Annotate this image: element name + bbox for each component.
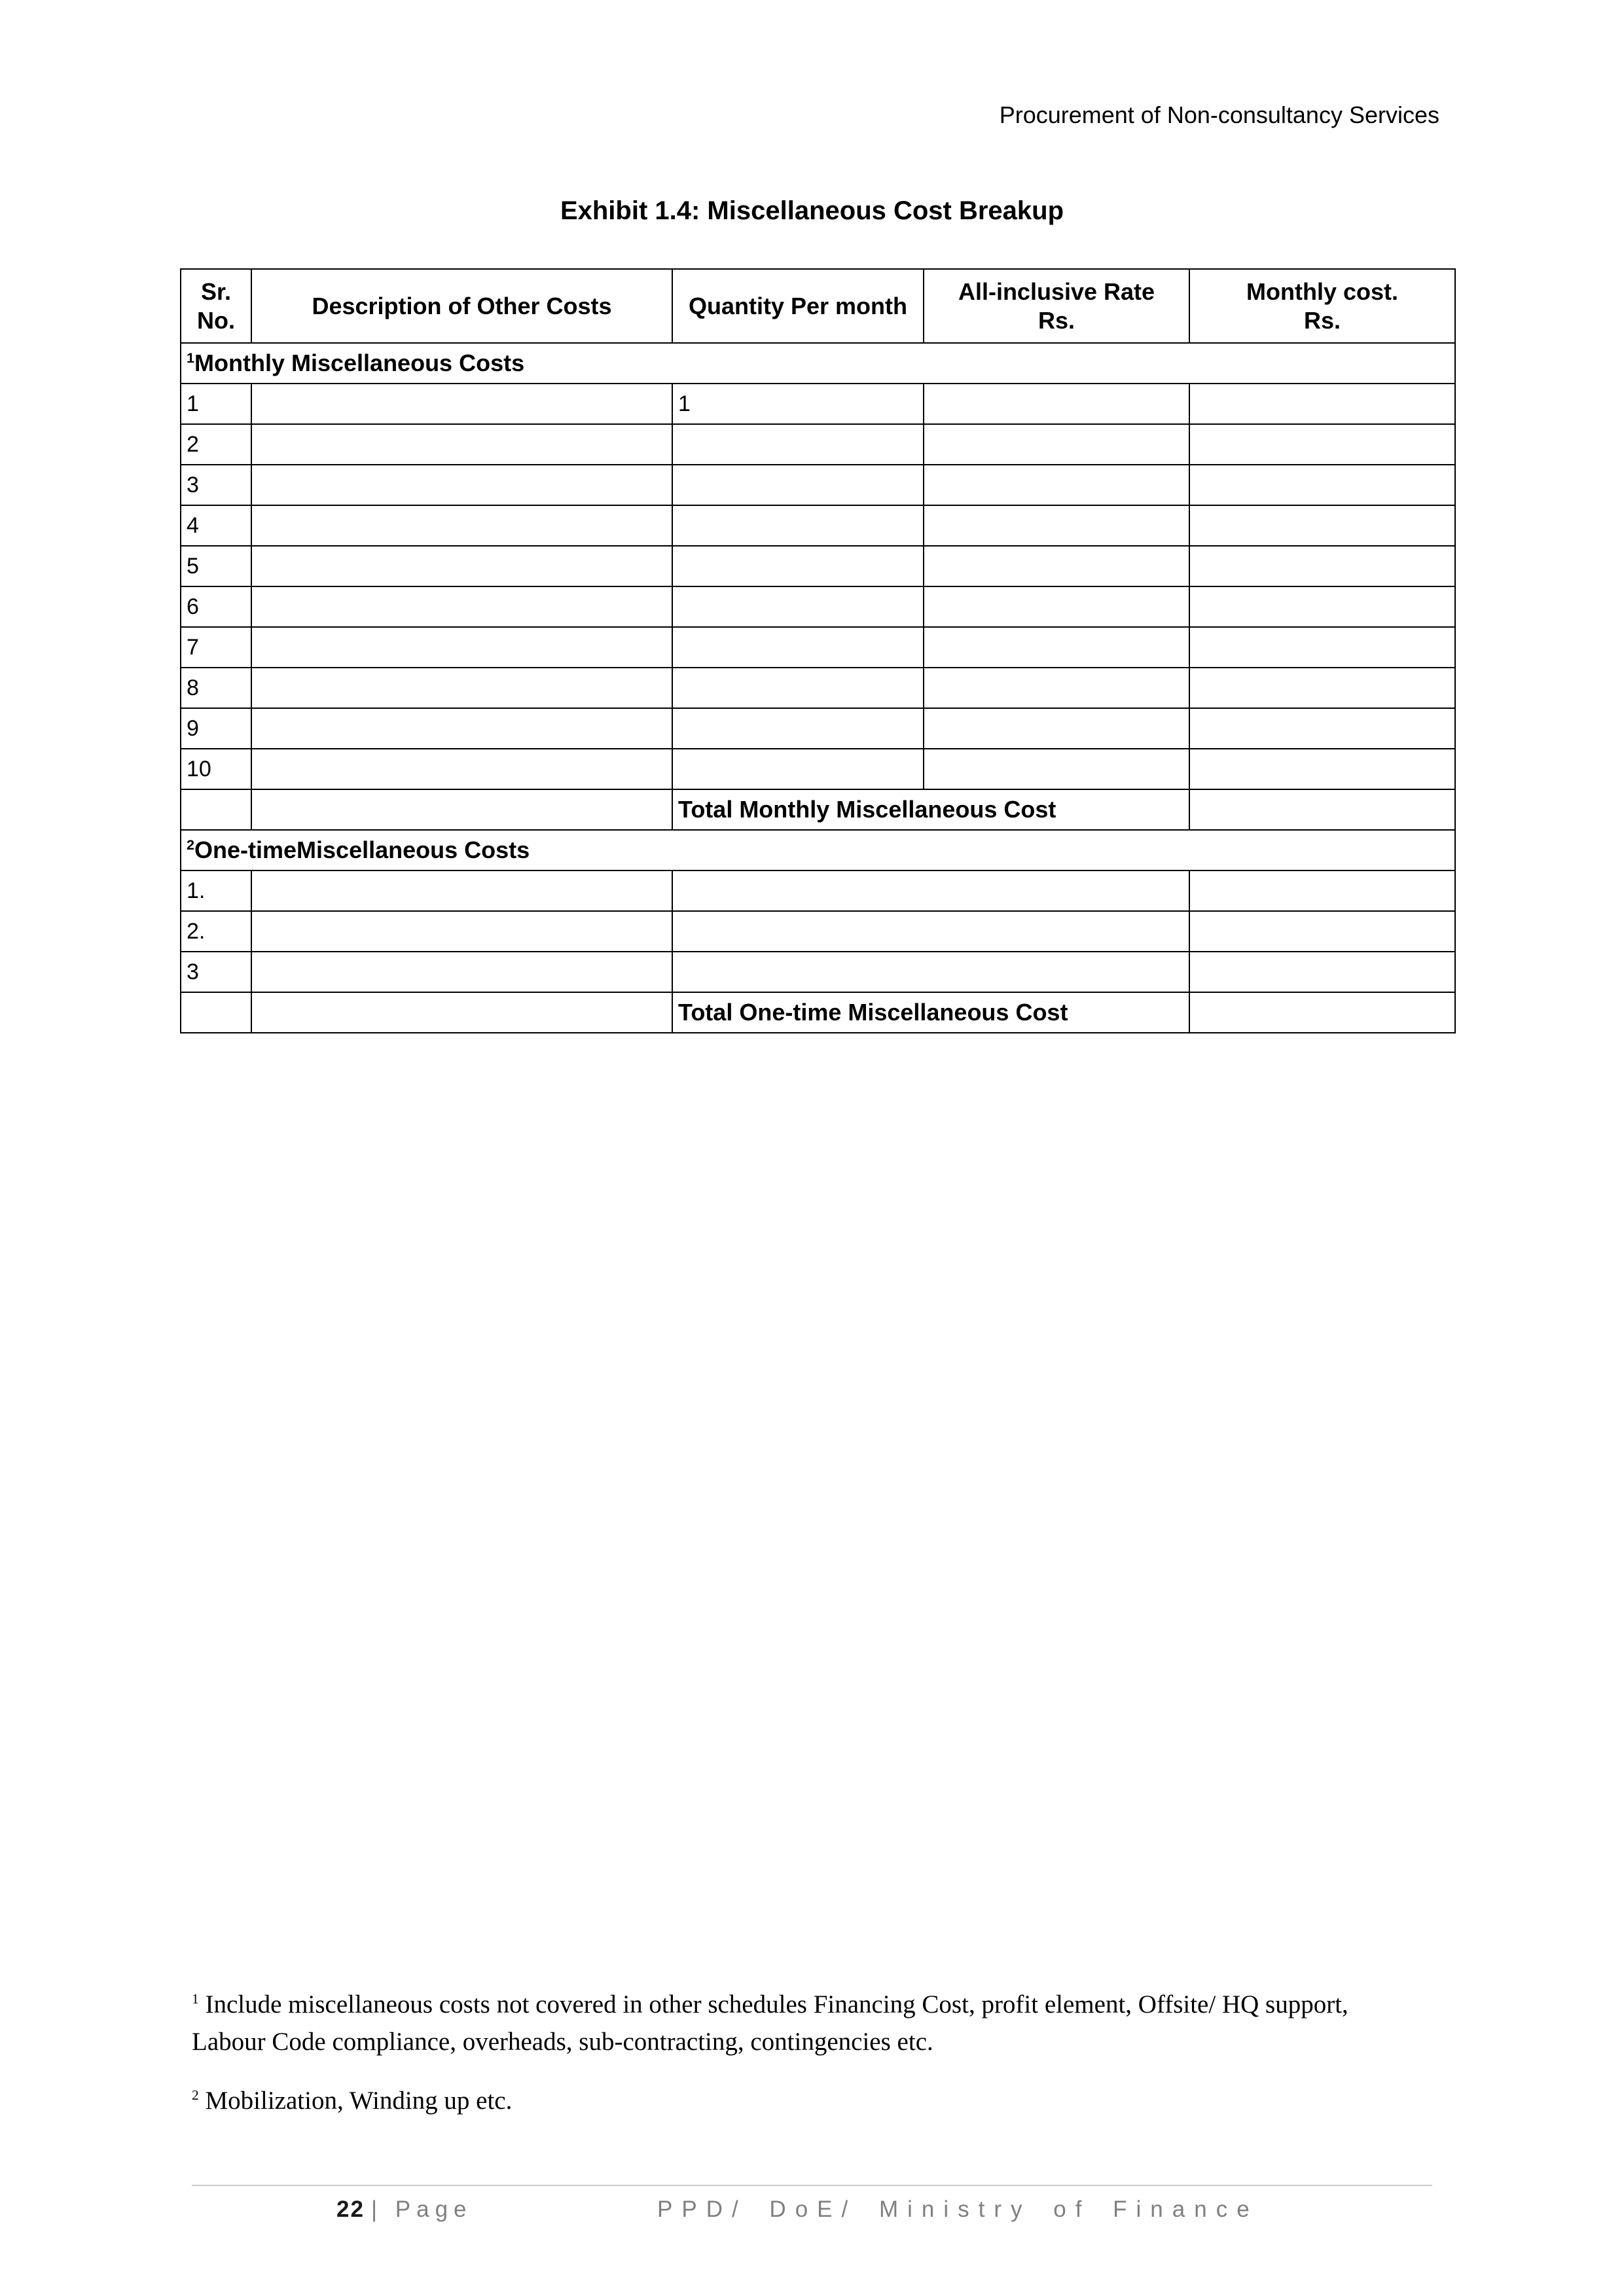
description-cell [251, 749, 672, 789]
quantity-cell [672, 708, 924, 749]
description-cell [251, 870, 672, 911]
table-row [181, 627, 1455, 668]
col-header-quantity: Quantity Per month [672, 269, 924, 343]
rate-cell [924, 708, 1189, 749]
quantity-cell [672, 749, 924, 789]
quantity-cell: 1 [672, 384, 924, 424]
footnote-text: Mobilization, Winding up etc. [205, 2087, 513, 2115]
rate-cell [924, 505, 1189, 546]
quantity-rate-cell [672, 911, 1189, 952]
quantity-cell [672, 668, 924, 708]
description-cell [251, 627, 672, 668]
total-monthly-row [181, 789, 1455, 830]
monthly-cost-cell [1189, 668, 1455, 708]
section-label-text: One-timeMiscellaneous Costs [194, 836, 530, 863]
sr-cell: 1. [181, 870, 251, 911]
rate-cell [924, 749, 1189, 789]
footnotes [192, 1986, 1422, 2142]
description-cell [251, 789, 672, 830]
quantity-cell [672, 586, 924, 627]
table-row [181, 749, 1455, 789]
rate-cell [924, 546, 1189, 586]
sr-cell: 4 [181, 505, 251, 546]
page-word: | Page [370, 2197, 473, 2222]
monthly-cost-cell [1189, 546, 1455, 586]
monthly-section-label [181, 343, 1455, 384]
sr-cell: 3 [181, 465, 251, 505]
sr-cell: 1 [181, 384, 251, 424]
col-header-description: Description of Other Costs [251, 269, 672, 343]
sr-cell: 2. [181, 911, 251, 952]
monthly-cost-cell [1189, 911, 1455, 952]
footnote-1 [192, 1986, 1422, 2060]
quantity-rate-cell [672, 870, 1189, 911]
monthly-cost-cell [1189, 789, 1455, 830]
table-row [181, 505, 1455, 546]
rate-cell [924, 668, 1189, 708]
table-row [181, 465, 1455, 505]
description-cell [251, 911, 672, 952]
table-header-row [181, 269, 1455, 343]
monthly-cost-cell [1189, 465, 1455, 505]
section-superscript: 1 [187, 350, 195, 366]
table-row [181, 911, 1455, 952]
onetime-section-label [181, 830, 1455, 870]
total-monthly-label: Total Monthly Miscellaneous Cost [672, 789, 1189, 830]
sr-cell: 7 [181, 627, 251, 668]
col-header-sr-no: Sr. No. [181, 269, 251, 343]
rate-cell [924, 384, 1189, 424]
misc-cost-table [180, 268, 1456, 1033]
monthly-cost-cell [1189, 586, 1455, 627]
description-cell [251, 992, 672, 1033]
sr-cell: 9 [181, 708, 251, 749]
quantity-cell [672, 465, 924, 505]
description-cell [251, 424, 672, 465]
monthly-cost-cell [1189, 384, 1455, 424]
col-header-rate: All-inclusive Rate Rs. [924, 269, 1189, 343]
monthly-cost-cell [1189, 992, 1455, 1033]
footnote-superscript: 2 [192, 2087, 199, 2104]
monthly-cost-cell [1189, 505, 1455, 546]
description-cell [251, 708, 672, 749]
table-row [181, 586, 1455, 627]
table-row [181, 708, 1455, 749]
footer-center-text: PPD/ DoE/ Ministry of Finance [657, 2197, 1259, 2222]
page-title: Exhibit 1.4: Miscellaneous Cost Breakup [560, 196, 1064, 225]
monthly-cost-cell [1189, 870, 1455, 911]
sr-cell [181, 992, 251, 1033]
description-cell [251, 505, 672, 546]
footnote-text: Include miscellaneous costs not covered in other schedules Financing Cost, profit element, Offsite/ HQ support, Labour Code compliance, overheads, sub-contracting, contingencies etc. [192, 1990, 1348, 2056]
table-row [181, 668, 1455, 708]
description-cell [251, 952, 672, 992]
table-row [181, 424, 1455, 465]
rate-cell [924, 586, 1189, 627]
monthly-section-row [181, 343, 1455, 384]
quantity-cell [672, 627, 924, 668]
monthly-cost-cell [1189, 952, 1455, 992]
sr-cell: 8 [181, 668, 251, 708]
page-number: 22 [336, 2197, 365, 2222]
total-onetime-label: Total One-time Miscellaneous Cost [672, 992, 1189, 1033]
total-onetime-row [181, 992, 1455, 1033]
section-superscript: 2 [187, 836, 195, 853]
onetime-section-row [181, 830, 1455, 870]
quantity-cell [672, 546, 924, 586]
table-row [181, 870, 1455, 911]
sr-cell: 2 [181, 424, 251, 465]
monthly-cost-cell [1189, 627, 1455, 668]
section-label-text: Monthly Miscellaneous Costs [194, 350, 525, 376]
description-cell [251, 668, 672, 708]
sr-cell: 6 [181, 586, 251, 627]
monthly-cost-cell [1189, 708, 1455, 749]
description-cell [251, 384, 672, 424]
rate-cell [924, 424, 1189, 465]
quantity-rate-cell [672, 952, 1189, 992]
sr-cell: 10 [181, 749, 251, 789]
document-header: Procurement of Non-consultancy Services [999, 101, 1439, 128]
description-cell [251, 586, 672, 627]
monthly-cost-cell [1189, 424, 1455, 465]
table-row [181, 546, 1455, 586]
description-cell [251, 465, 672, 505]
sr-cell: 3 [181, 952, 251, 992]
sr-cell: 5 [181, 546, 251, 586]
rate-cell [924, 465, 1189, 505]
col-header-monthly-cost: Monthly cost. Rs. [1189, 269, 1455, 343]
footer-divider [192, 2185, 1432, 2186]
description-cell [251, 546, 672, 586]
sr-cell [181, 789, 251, 830]
footer-page-label [336, 2197, 473, 2223]
table-row [181, 952, 1455, 992]
rate-cell [924, 627, 1189, 668]
monthly-cost-cell [1189, 749, 1455, 789]
footnote-2 [192, 2083, 1422, 2120]
footnote-superscript: 1 [192, 1991, 199, 2007]
quantity-cell [672, 505, 924, 546]
table-row [181, 384, 1455, 424]
quantity-cell [672, 424, 924, 465]
